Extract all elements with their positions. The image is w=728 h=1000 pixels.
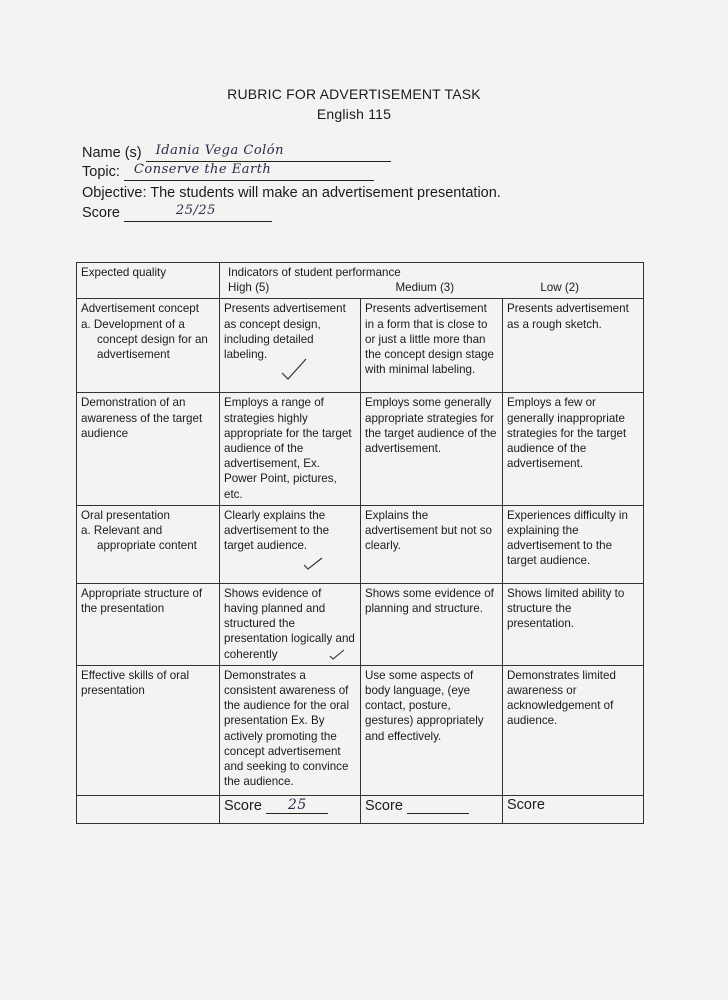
low-score-cell — [503, 795, 644, 823]
level-low: Low (2) — [540, 281, 580, 295]
performance-levels — [224, 280, 639, 295]
medium-score-line — [407, 798, 469, 814]
high-cell: Employs a range of strategies highly appropriate for the target audience of the advertisement, Ex. Power Point, pictures, etc. — [220, 393, 361, 505]
score-label: Score — [82, 205, 120, 221]
low-cell: Employs a few or generally inappropriate strategies for the target audience of the advertisement. — [503, 393, 644, 505]
low-score-label: Score — [507, 796, 545, 813]
table-row — [77, 505, 644, 583]
topic-label: Topic: — [82, 164, 120, 180]
level-high: High (5) — [228, 281, 270, 295]
high-score-cell — [220, 795, 361, 823]
high-cell — [220, 583, 361, 665]
score-row — [77, 795, 644, 823]
medium-cell: Use some aspects of body language, (eye contact, posture, gestures) appropriately and effectively. — [361, 665, 503, 795]
name-handwritten: Idania Vega Colón — [155, 143, 284, 158]
quality-sub-rest: appropriate content — [97, 539, 197, 553]
score-row-empty-cell — [77, 795, 220, 823]
level-medium: Medium (3) — [395, 281, 455, 295]
quality-cell — [77, 505, 220, 583]
checkmark-icon — [280, 357, 310, 383]
quality-cell: Demonstration of an awareness of the target audience — [77, 393, 220, 505]
low-cell: Experiences difficulty in explaining the advertisement to the target audience. — [503, 505, 644, 583]
high-score-label: Score — [224, 797, 262, 814]
table-row — [77, 583, 644, 665]
name-field — [82, 144, 391, 162]
quality-cell: Effective skills of oral presentation — [77, 665, 220, 795]
table-row — [77, 665, 644, 795]
high-cell — [220, 299, 361, 393]
table-row — [77, 299, 644, 393]
score-line — [124, 203, 272, 222]
name-label: Name (s) — [82, 145, 142, 161]
quality-sub-rest: concept design for an advertisement — [97, 332, 208, 362]
score-field — [82, 204, 272, 222]
medium-cell: Shows some evidence of planning and structure. — [361, 583, 503, 665]
header-indicators — [220, 263, 644, 299]
high-cell: Demonstrates a consistent awareness of the audience for the oral presentation Ex. By actively promoting the concept advertisement and seeking to convince the audience. — [220, 665, 361, 795]
high-score-handwritten: 25 — [287, 796, 307, 813]
table-header-row — [77, 263, 644, 299]
objective-text: Objective: The students will make an advertisement presentation. — [82, 185, 501, 201]
course-name: English 115 — [316, 106, 392, 122]
quality-cell — [77, 299, 220, 393]
medium-cell: Presents advertisement in a form that is close to or just a little more than the concept design stage with minimal labeling. — [361, 299, 503, 393]
quality-sub-item — [81, 523, 215, 553]
low-cell: Presents advertisement as a rough sketch. — [503, 299, 644, 393]
quality-sub-item — [81, 317, 215, 363]
rubric-table — [76, 262, 644, 824]
high-score-line — [266, 798, 328, 814]
table-row — [77, 393, 644, 505]
high-text: Clearly explains the advertisement to the target audience. — [224, 508, 330, 553]
quality-cell: Appropriate structure of the presentation — [77, 583, 220, 665]
low-cell: Shows limited ability to structure the presentation. — [503, 583, 644, 665]
high-text: Presents advertisement as concept design, including detailed labeling. — [224, 302, 346, 362]
quality-sub-text: a. Development of a — [81, 317, 185, 331]
quality-sub-text: a. Relevant and — [81, 524, 163, 538]
checkmark-icon — [328, 648, 346, 662]
topic-field — [82, 163, 374, 181]
topic-line — [124, 162, 374, 181]
high-text: Shows evidence of having planned and structured the presentation logically and coherently — [224, 586, 355, 661]
quality-text: Advertisement concept — [81, 302, 199, 316]
medium-cell: Explains the advertisement but not so clearly. — [361, 505, 503, 583]
high-cell — [220, 505, 361, 583]
quality-text: Oral presentation — [81, 508, 170, 522]
score-handwritten: 25/25 — [175, 203, 216, 218]
header-expected-quality: Expected quality — [77, 263, 220, 299]
medium-score-cell — [361, 795, 503, 823]
document-title-block — [0, 84, 728, 124]
header-indicators-label: Indicators of student performance — [228, 266, 401, 279]
medium-cell: Employs some generally appropriate strategies for the target audience of the advertisement. — [361, 393, 503, 505]
topic-handwritten: Conserve the Earth — [133, 162, 272, 177]
low-cell: Demonstrates limited awareness or acknowledgement of audience. — [503, 665, 644, 795]
medium-score-label: Score — [365, 797, 403, 814]
document-title: RUBRIC FOR ADVERTISEMENT TASK — [227, 86, 481, 102]
checkmark-icon — [302, 556, 324, 572]
